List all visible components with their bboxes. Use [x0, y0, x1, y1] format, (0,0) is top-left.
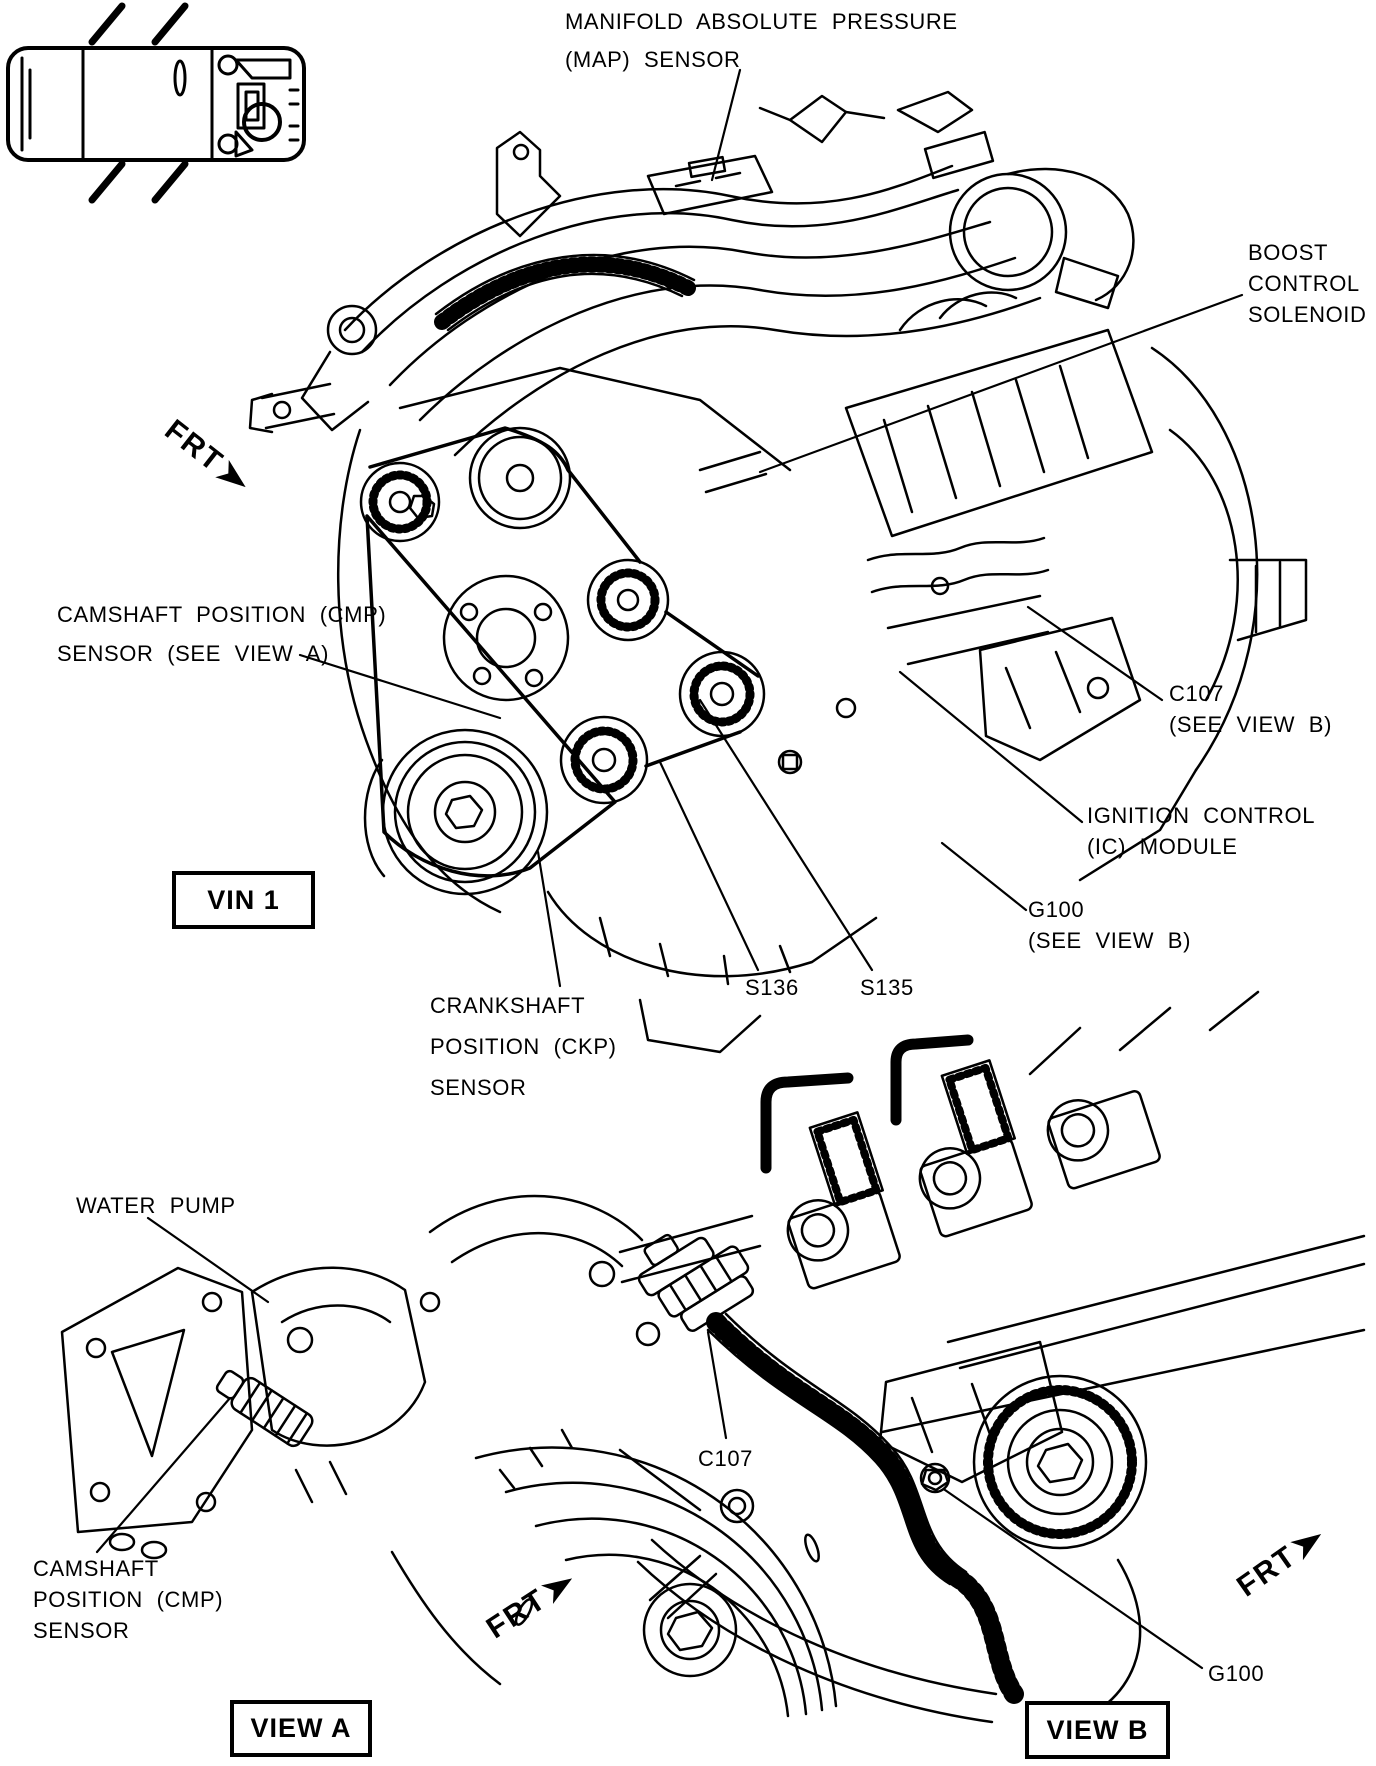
label-g100-view-b: G100: [1208, 1661, 1265, 1686]
leader-boost-solenoid: [760, 295, 1242, 472]
vehicle-top-view-icon: [8, 6, 304, 200]
leader-map-sensor: [712, 70, 740, 180]
label-ignition-control-module: IGNITION CONTROL (IC) MODULE: [1087, 803, 1316, 859]
leader-cmp-view-a: [97, 1398, 230, 1552]
label-boost-control-solenoid: BOOST CONTROL SOLENOID: [1248, 240, 1367, 327]
leader-ckp: [538, 852, 560, 986]
leader-water-pump: [148, 1218, 268, 1302]
label-g100-main: G100 (SEE VIEW B): [1028, 897, 1191, 953]
leader-g100-view-b: [945, 1490, 1202, 1668]
frt-arrow-view-a: FRT: [481, 1564, 582, 1646]
label-c107-view-b: C107: [698, 1446, 753, 1471]
view-a-badge: VIEW A: [230, 1700, 372, 1757]
label-s135: S135: [860, 975, 914, 1000]
label-cmp-sensor-view-a: CAMSHAFT POSITION (CMP) SENSOR: [33, 1556, 224, 1643]
leader-g100-main: [942, 843, 1026, 910]
label-s136: S136: [745, 975, 799, 1000]
leader-ic-module: [900, 672, 1082, 822]
leader-s136: [660, 762, 758, 970]
label-ckp-sensor: CRANKSHAFT POSITION (CKP) SENSOR: [430, 993, 617, 1100]
leader-s135: [700, 700, 872, 970]
label-water-pump: WATER PUMP: [76, 1193, 236, 1218]
vin-1-badge: VIN 1: [172, 871, 315, 929]
label-cmp-sensor-main: CAMSHAFT POSITION (CMP) SENSOR (SEE VIEW A): [57, 602, 387, 666]
frt-arrow-main: FRT: [158, 413, 256, 500]
frt-arrow-view-b: FRT: [1231, 1520, 1331, 1604]
label-map-sensor: MANIFOLD ABSOLUTE PRESSURE (MAP) SENSOR: [565, 9, 958, 72]
leader-c107-view-b: [708, 1332, 726, 1438]
view-b-drawing: [620, 992, 1364, 1726]
view-b-badge: VIEW B: [1025, 1701, 1170, 1759]
label-c107-main: C107 (SEE VIEW B): [1169, 681, 1332, 737]
